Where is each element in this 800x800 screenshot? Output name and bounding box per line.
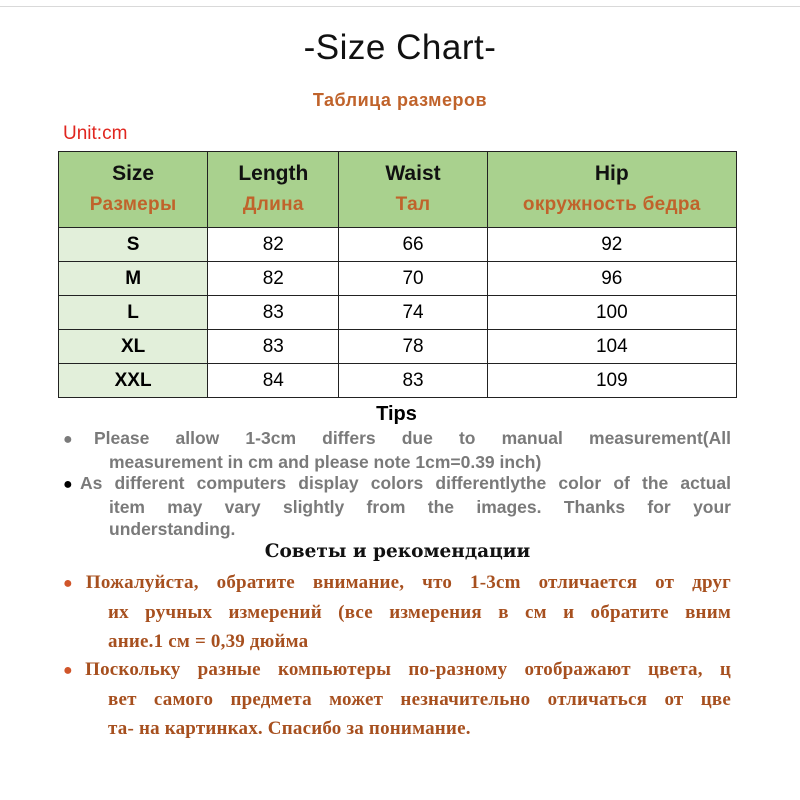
hip-cell: 96 [487, 262, 736, 296]
bullet-icon: ● [63, 575, 86, 592]
hip-cell: 109 [487, 364, 736, 398]
tip-text: understanding. [109, 519, 236, 539]
header-label-ru: окружность бедра [522, 194, 701, 215]
ru-tip-text: Поскольку разные компьютеры по-разному отображают цвета, ц [85, 659, 731, 680]
header-label: Length [238, 162, 309, 185]
tip-text: item may vary slightly from the images. Thanks for your [109, 497, 731, 517]
length-cell: 83 [208, 330, 339, 364]
tip-item [63, 472, 731, 540]
size-cell: XXL [59, 364, 208, 398]
ru-tip-text: вет самого предмета может незначительно отличаться от цве [108, 689, 731, 710]
table-row [59, 330, 737, 364]
ru-tip-line [63, 568, 731, 598]
tip-text: As different computers display colors differentlythe color of the actual [79, 473, 731, 493]
waist-cell: 83 [339, 364, 487, 398]
bullet-icon: ● [63, 431, 94, 448]
page-subtitle: Таблица размеров [312, 90, 488, 110]
ru-tip-line [63, 655, 731, 685]
ru-tip-text: Пожалуйста, обратите внимание, что 1-3cm отличается от друг [85, 572, 731, 593]
tip-item [63, 427, 731, 473]
header-label: Hip [594, 162, 629, 185]
size-cell: S [59, 228, 208, 262]
table-row [59, 296, 737, 330]
header-size [59, 152, 208, 228]
ru-tip-item [63, 655, 731, 743]
length-cell: 82 [208, 228, 339, 262]
table-row [59, 262, 737, 296]
size-cell: XL [59, 330, 208, 364]
ru-tip-text: та- на картинках. Спасибо за понимание. [108, 718, 471, 739]
table-row [59, 364, 737, 398]
waist-cell: 74 [339, 296, 487, 330]
hip-cell: 100 [487, 296, 736, 330]
ru-tip-text: ание.1 см = 0,39 дюйма [108, 631, 309, 652]
top-border [0, 0, 800, 7]
header-hip [487, 152, 736, 228]
bullet-icon: ● [63, 662, 86, 679]
unit-label: Unit:cm [63, 123, 128, 144]
ru-tip-item [63, 568, 731, 656]
header-label-ru: Размеры [89, 194, 177, 215]
length-cell: 84 [208, 364, 339, 398]
length-cell: 83 [208, 296, 339, 330]
tip-text: measurement in cm and please note 1cm=0.39 inch) [109, 452, 542, 472]
size-table [58, 151, 737, 398]
header-label-ru: Длина [242, 194, 304, 215]
header-label: Size [112, 162, 155, 185]
ru-tips-heading: Советы и рекомендации [264, 541, 531, 562]
size-cell: L [59, 296, 208, 330]
waist-cell: 70 [339, 262, 487, 296]
page-title: -Size Chart- [303, 28, 497, 67]
tips-heading: Tips [376, 403, 417, 425]
tip-text: Please allow 1-3cm differs due to manual measurement(All [93, 428, 731, 448]
header-label-ru: Тал [395, 194, 431, 215]
table-header-row [59, 152, 737, 228]
header-length [208, 152, 339, 228]
length-cell: 82 [208, 262, 339, 296]
hip-cell: 92 [487, 228, 736, 262]
header-waist [339, 152, 487, 228]
hip-cell: 104 [487, 330, 736, 364]
bullet-icon: ● [63, 476, 80, 493]
ru-tip-text: их ручных измерений (все измерения в см и обратите вним [108, 602, 731, 623]
table-row [59, 228, 737, 262]
header-label: Waist [385, 162, 441, 185]
size-cell: M [59, 262, 208, 296]
waist-cell: 66 [339, 228, 487, 262]
waist-cell: 78 [339, 330, 487, 364]
